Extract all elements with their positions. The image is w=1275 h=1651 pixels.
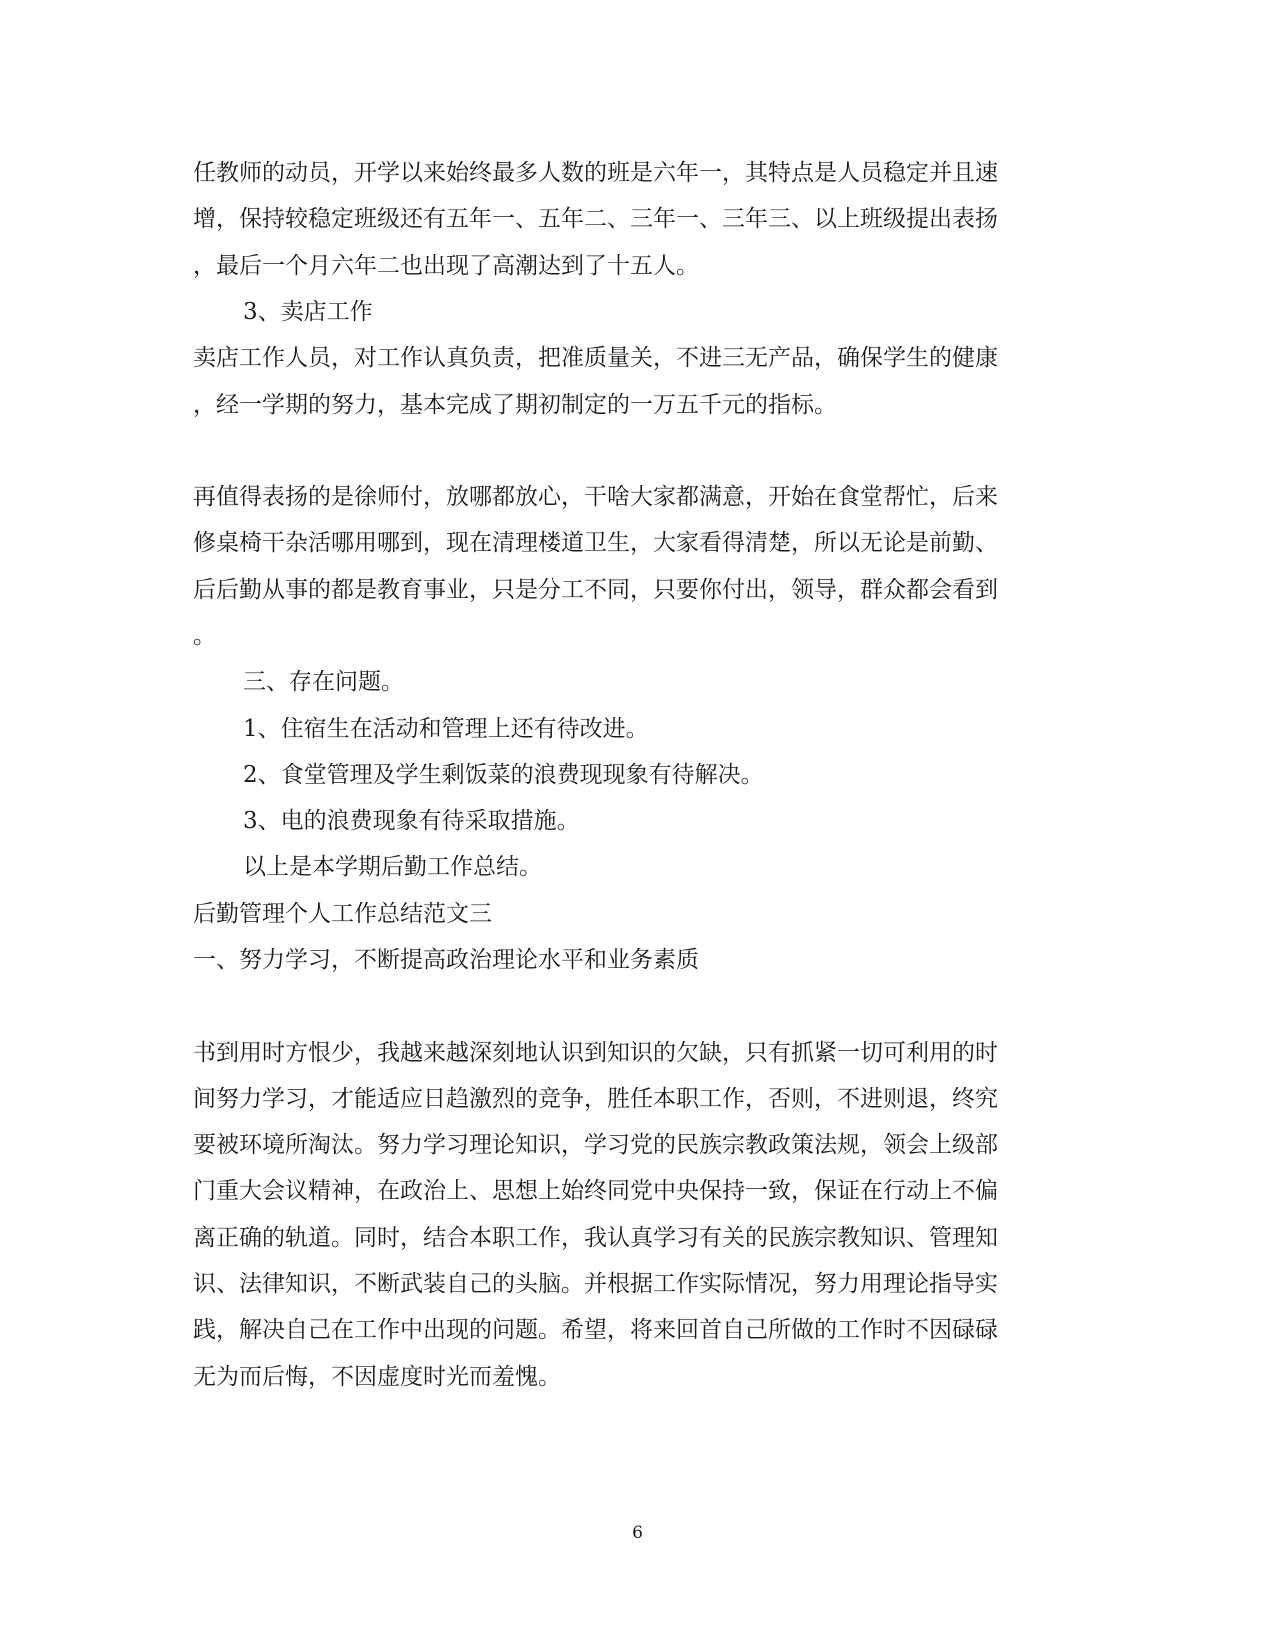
text-line: 要被环境所淘汰。努力学习理论知识，学习党的民族宗教政策法规，领会上级部 [193,1132,998,1158]
text-line: 无为而后悔，不因虚度时光而羞愧。 [193,1364,561,1390]
text-line: ，最后一个月六年二也出现了高潮达到了十五人。 [193,253,699,279]
text-line: 践，解决自己在工作中出现的问题。希望，将来回首自己所做的工作时不因碌碌 [193,1317,998,1343]
text-line: 书到用时方恨少，我越来越深刻地认识到知识的欠缺，只有抓紧一切可利用的时 [193,1040,998,1066]
list-item: 2、食堂管理及学生剩饭菜的浪费现现象有待解决。 [243,762,764,788]
list-item: 3、电的浪费现象有待采取措施。 [243,808,580,834]
text-line: 再值得表扬的是徐师付，放哪都放心，干啥大家都满意，开始在食堂帮忙，后来 [193,484,998,510]
text-line: 识、法律知识，不断武装自己的头脑。并根据工作实际情况，努力用理论指导实 [193,1271,998,1297]
document-title: 后勤管理个人工作总结范文三 [193,901,492,927]
text-line: ，经一学期的努力，基本完成了期初制定的一万五千元的指标。 [193,392,837,418]
text-line: 任教师的动员，开学以来始终最多人数的班是六年一，其特点是人员稳定并且速 [193,160,998,186]
section-heading: 一、努力学习，不断提高政治理论水平和业务素质 [193,947,699,973]
page-number: 6 [632,1523,643,1543]
text-line: 卖店工作人员，对工作认真负责，把准质量关，不进三无产品，确保学生的健康 [193,345,998,371]
text-line: 门重大会议精神，在政治上、思想上始终同党中央保持一致，保证在行动上不偏 [193,1178,998,1204]
text-line: 增，保持较稳定班级还有五年一、五年二、三年一、三年三、以上班级提出表扬 [193,206,998,232]
text-line: 以上是本学期后勤工作总结。 [243,854,542,880]
section-heading: 三、存在问题。 [243,669,404,695]
text-line: 离正确的轨道。同时，结合本职工作，我认真学习有关的民族宗教知识、管理知 [193,1225,998,1251]
text-line: 间努力学习，才能适应日趋激烈的竞争，胜任本职工作，否则，不进则退，终究 [193,1086,998,1112]
text-line: 。 [193,623,216,649]
list-item: 1、住宿生在活动和管理上还有待改进。 [243,716,649,742]
section-heading: 3、卖店工作 [243,299,373,325]
text-line: 修桌椅干杂活哪用哪到，现在清理楼道卫生，大家看得清楚，所以无论是前勤、 [193,530,998,556]
text-line: 后后勤从事的都是教育事业，只是分工不同，只要你付出，领导，群众都会看到 [193,577,998,603]
